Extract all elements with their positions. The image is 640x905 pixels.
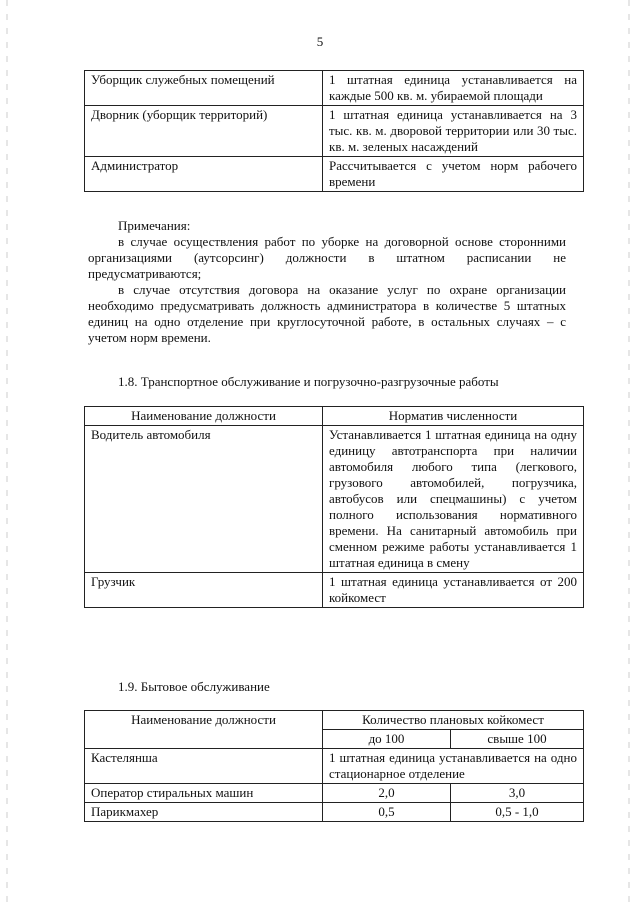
table-row xyxy=(85,749,584,784)
table-row xyxy=(85,573,584,608)
notes-block xyxy=(88,218,566,346)
position-cell: Водитель автомобиля xyxy=(85,426,323,573)
table-row xyxy=(85,426,584,573)
household-staff-table xyxy=(84,710,584,822)
section-heading-1-8: 1.8. Транспортное обслуживание и погрузочно-разгрузочные работы xyxy=(118,374,499,389)
position-cell: Кастелянша xyxy=(85,749,323,784)
column-header: Норматив численности xyxy=(323,407,584,426)
table-row xyxy=(85,784,584,803)
note-paragraph: в случае осуществления работ по уборке на договорной основе сторонними организациями (аутсорсинг) должности в штатном расписании не предусматриваются; xyxy=(88,234,566,281)
table-header-row xyxy=(85,711,584,730)
position-cell: Парикмахер xyxy=(85,803,323,822)
norm-cell: 1 штатная единица устанавливается на 3 тыс. кв. м. дворовой территории или 30 тыс. кв. м. зеленых насаждений xyxy=(323,106,584,157)
column-header: Наименование должности xyxy=(85,711,323,749)
staff-norms-table-top xyxy=(84,70,584,192)
right-scan-edge xyxy=(628,0,630,905)
value-cell: 3,0 xyxy=(451,784,584,803)
position-cell: Оператор стиральных машин xyxy=(85,784,323,803)
column-header: Наименование должности xyxy=(85,407,323,426)
value-cell: 0,5 - 1,0 xyxy=(451,803,584,822)
table-row xyxy=(85,106,584,157)
norm-cell: 1 штатная единица устанавливается на каждые 500 кв. м. убираемой площади xyxy=(323,71,584,106)
table-row xyxy=(85,803,584,822)
notes-title: Примечания: xyxy=(118,218,191,233)
page-number: 5 xyxy=(316,34,324,49)
norm-cell: Рассчитывается с учетом норм рабочего времени xyxy=(323,157,584,192)
value-cell: 2,0 xyxy=(323,784,451,803)
section-heading-1-9: 1.9. Бытовое обслуживание xyxy=(118,679,270,694)
value-cell: 0,5 xyxy=(323,803,451,822)
table-row xyxy=(85,71,584,106)
note-paragraph: в случае отсутствия договора на оказание услуг по охране организации необходимо предусматривать должность администратора в количестве 5 штатных единиц на одно отделение при круглосуточной работе, в остальных случаях – с учетом норм времени. xyxy=(88,282,566,345)
norm-cell: Устанавливается 1 штатная единица на одну единицу автотранспорта при наличии автомобиля любого типа (легкового, грузового автомобилей, погрузчика, автобусов или спецмашины) с учетом полного использования нормативного времени. На санитарный автомобиль при сменном режиме работы устанавливается 1 штатная единица в смену xyxy=(323,426,584,573)
norm-cell: 1 штатная единица устанавливается от 200 койкомест xyxy=(323,573,584,608)
table-row xyxy=(85,157,584,192)
left-scan-edge xyxy=(6,0,8,905)
subheader-cell: свыше 100 xyxy=(451,730,584,749)
position-cell: Дворник (уборщик территорий) xyxy=(85,106,323,157)
transport-staff-table xyxy=(84,406,584,608)
position-cell: Администратор xyxy=(85,157,323,192)
table-header-row xyxy=(85,407,584,426)
norm-cell: 1 штатная единица устанавливается на одно стационарное отделение xyxy=(323,749,584,784)
subheader-cell: до 100 xyxy=(323,730,451,749)
position-cell: Грузчик xyxy=(85,573,323,608)
position-cell: Уборщик служебных помещений xyxy=(85,71,323,106)
column-header: Количество плановых койкомест xyxy=(323,711,584,730)
